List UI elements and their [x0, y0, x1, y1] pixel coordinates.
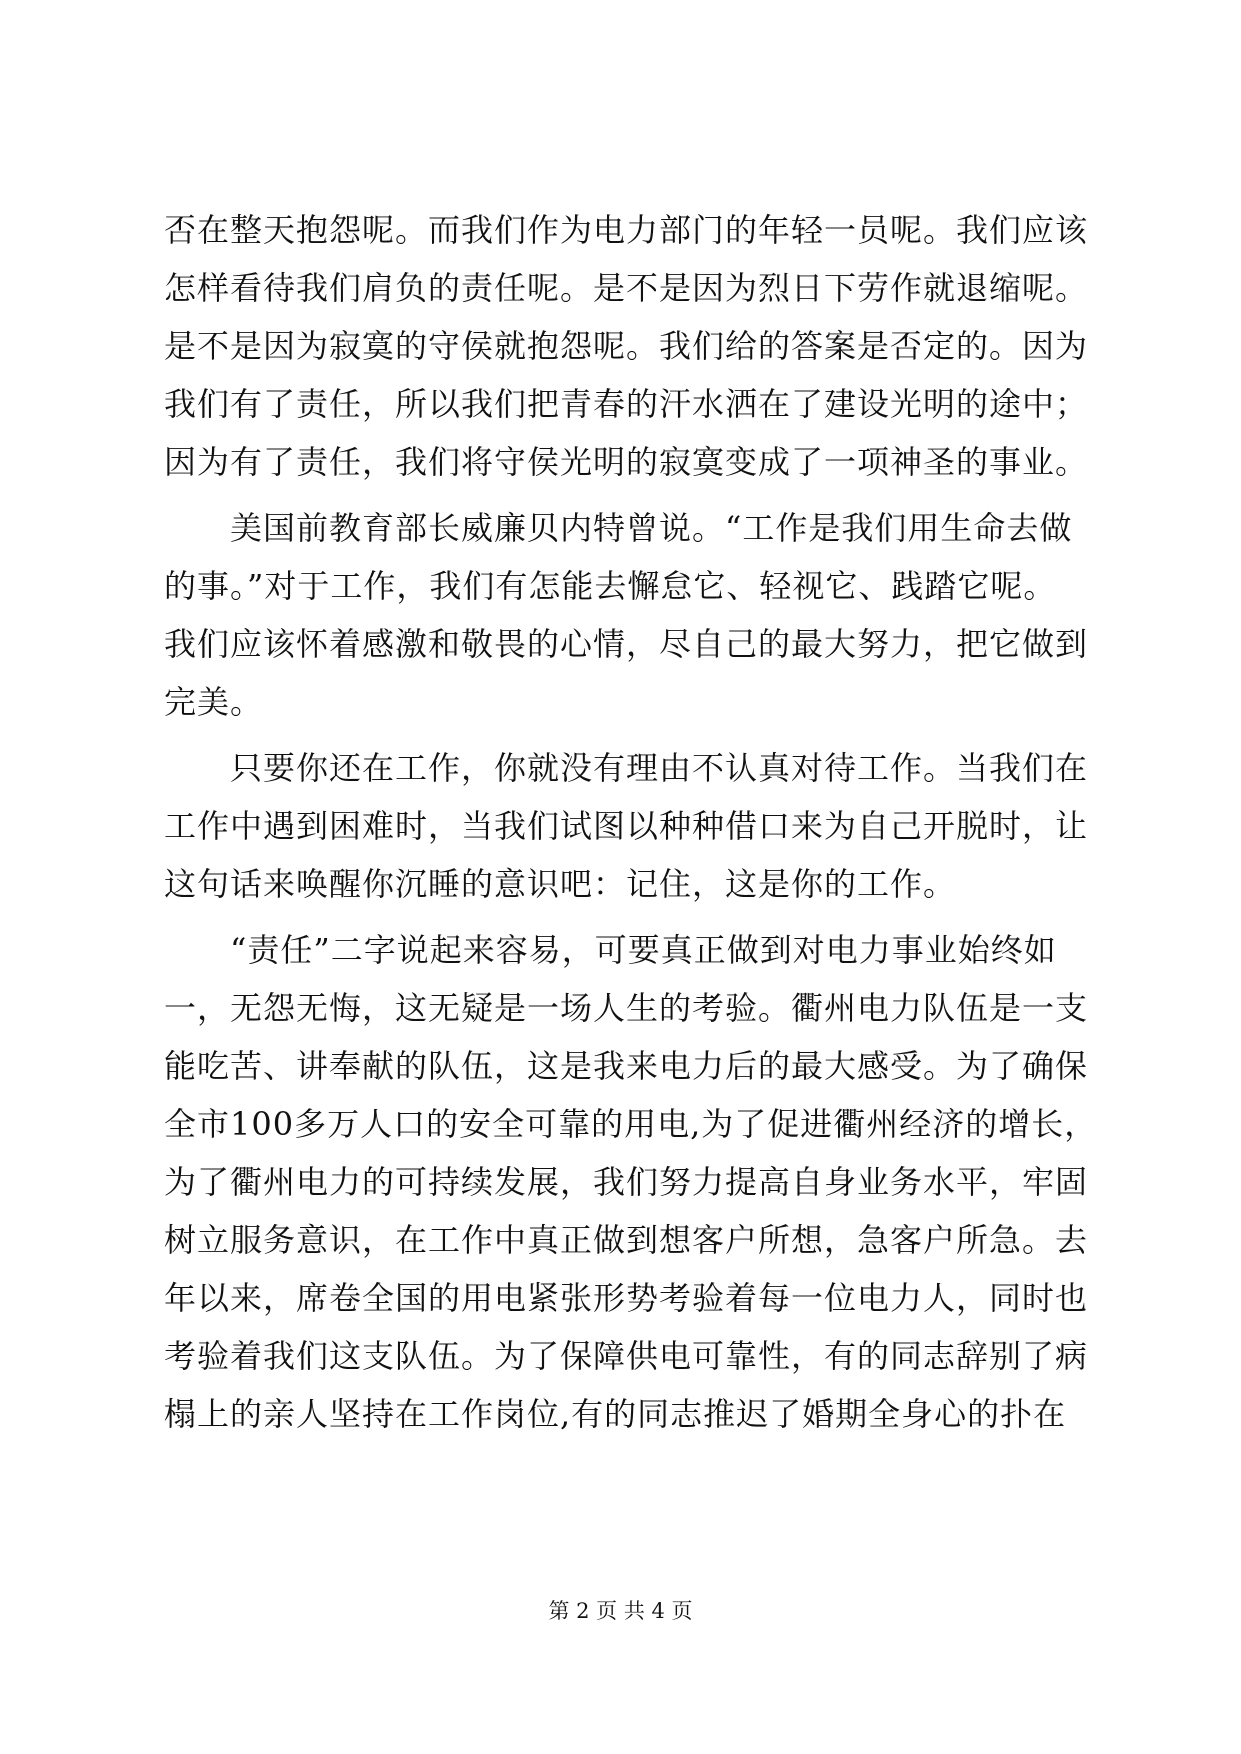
body-line: 能吃苦、讲奉献的队伍，这是我来电力后的最大感受。为了确保 — [164, 1047, 1089, 1085]
body-line: 怎样看待我们肩负的责任呢。是不是因为烈日下劳作就退缩呢。 — [164, 269, 1089, 307]
body-line: 全市100多万人口的安全可靠的用电,为了促进衢州经济的增长， — [164, 1105, 1098, 1143]
body-line: 考验着我们这支队伍。为了保障供电可靠性，有的同志辞别了病 — [164, 1337, 1089, 1375]
body-line: 一，无怨无悔，这无疑是一场人生的考验。衢州电力队伍是一支 — [164, 989, 1089, 1027]
body-line: 的事。”对于工作，我们有怎能去懈怠它、轻视它、践踏它呢。 — [164, 567, 1057, 605]
paragraph-first-line: 美国前教育部长威廉贝内特曾说。“工作是我们用生命去做 — [230, 509, 1073, 547]
body-line: 年以来，席卷全国的用电紧张形势考验着每一位电力人，同时也 — [164, 1279, 1089, 1317]
body-line: 工作中遇到困难时，当我们试图以种种借口来为自己开脱时，让 — [164, 807, 1089, 845]
body-line: 我们应该怀着感激和敬畏的心情，尽自己的最大努力，把它做到 — [164, 625, 1089, 663]
body-line: 为了衢州电力的可持续发展，我们努力提高自身业务水平，牢固 — [164, 1163, 1089, 1201]
body-line: 树立服务意识，在工作中真正做到想客户所想，急客户所急。去 — [164, 1221, 1089, 1259]
body-line: 我们有了责任，所以我们把青春的汗水洒在了建设光明的途中； — [164, 385, 1089, 423]
body-line: 否在整天抱怨呢。而我们作为电力部门的年轻一员呢。我们应该 — [164, 211, 1089, 249]
body-line: 是不是因为寂寞的守侯就抱怨呢。我们给的答案是否定的。因为 — [164, 327, 1089, 365]
body-line: 完美。 — [164, 683, 264, 721]
paragraph-first-line: 只要你还在工作，你就没有理由不认真对待工作。当我们在 — [230, 749, 1089, 787]
page-number-footer: 第 2 页 共 4 页 — [548, 1599, 693, 1623]
body-line: 这句话来唤醒你沉睡的意识吧：记住，这是你的工作。 — [164, 865, 957, 903]
body-line: 因为有了责任，我们将守侯光明的寂寞变成了一项神圣的事业。 — [164, 443, 1089, 481]
paragraph-first-line: “责任”二字说起来容易，可要真正做到对电力事业始终如 — [230, 931, 1057, 969]
body-line: 榻上的亲人坚持在工作岗位,有的同志推迟了婚期全身心的扑在 — [164, 1395, 1067, 1433]
